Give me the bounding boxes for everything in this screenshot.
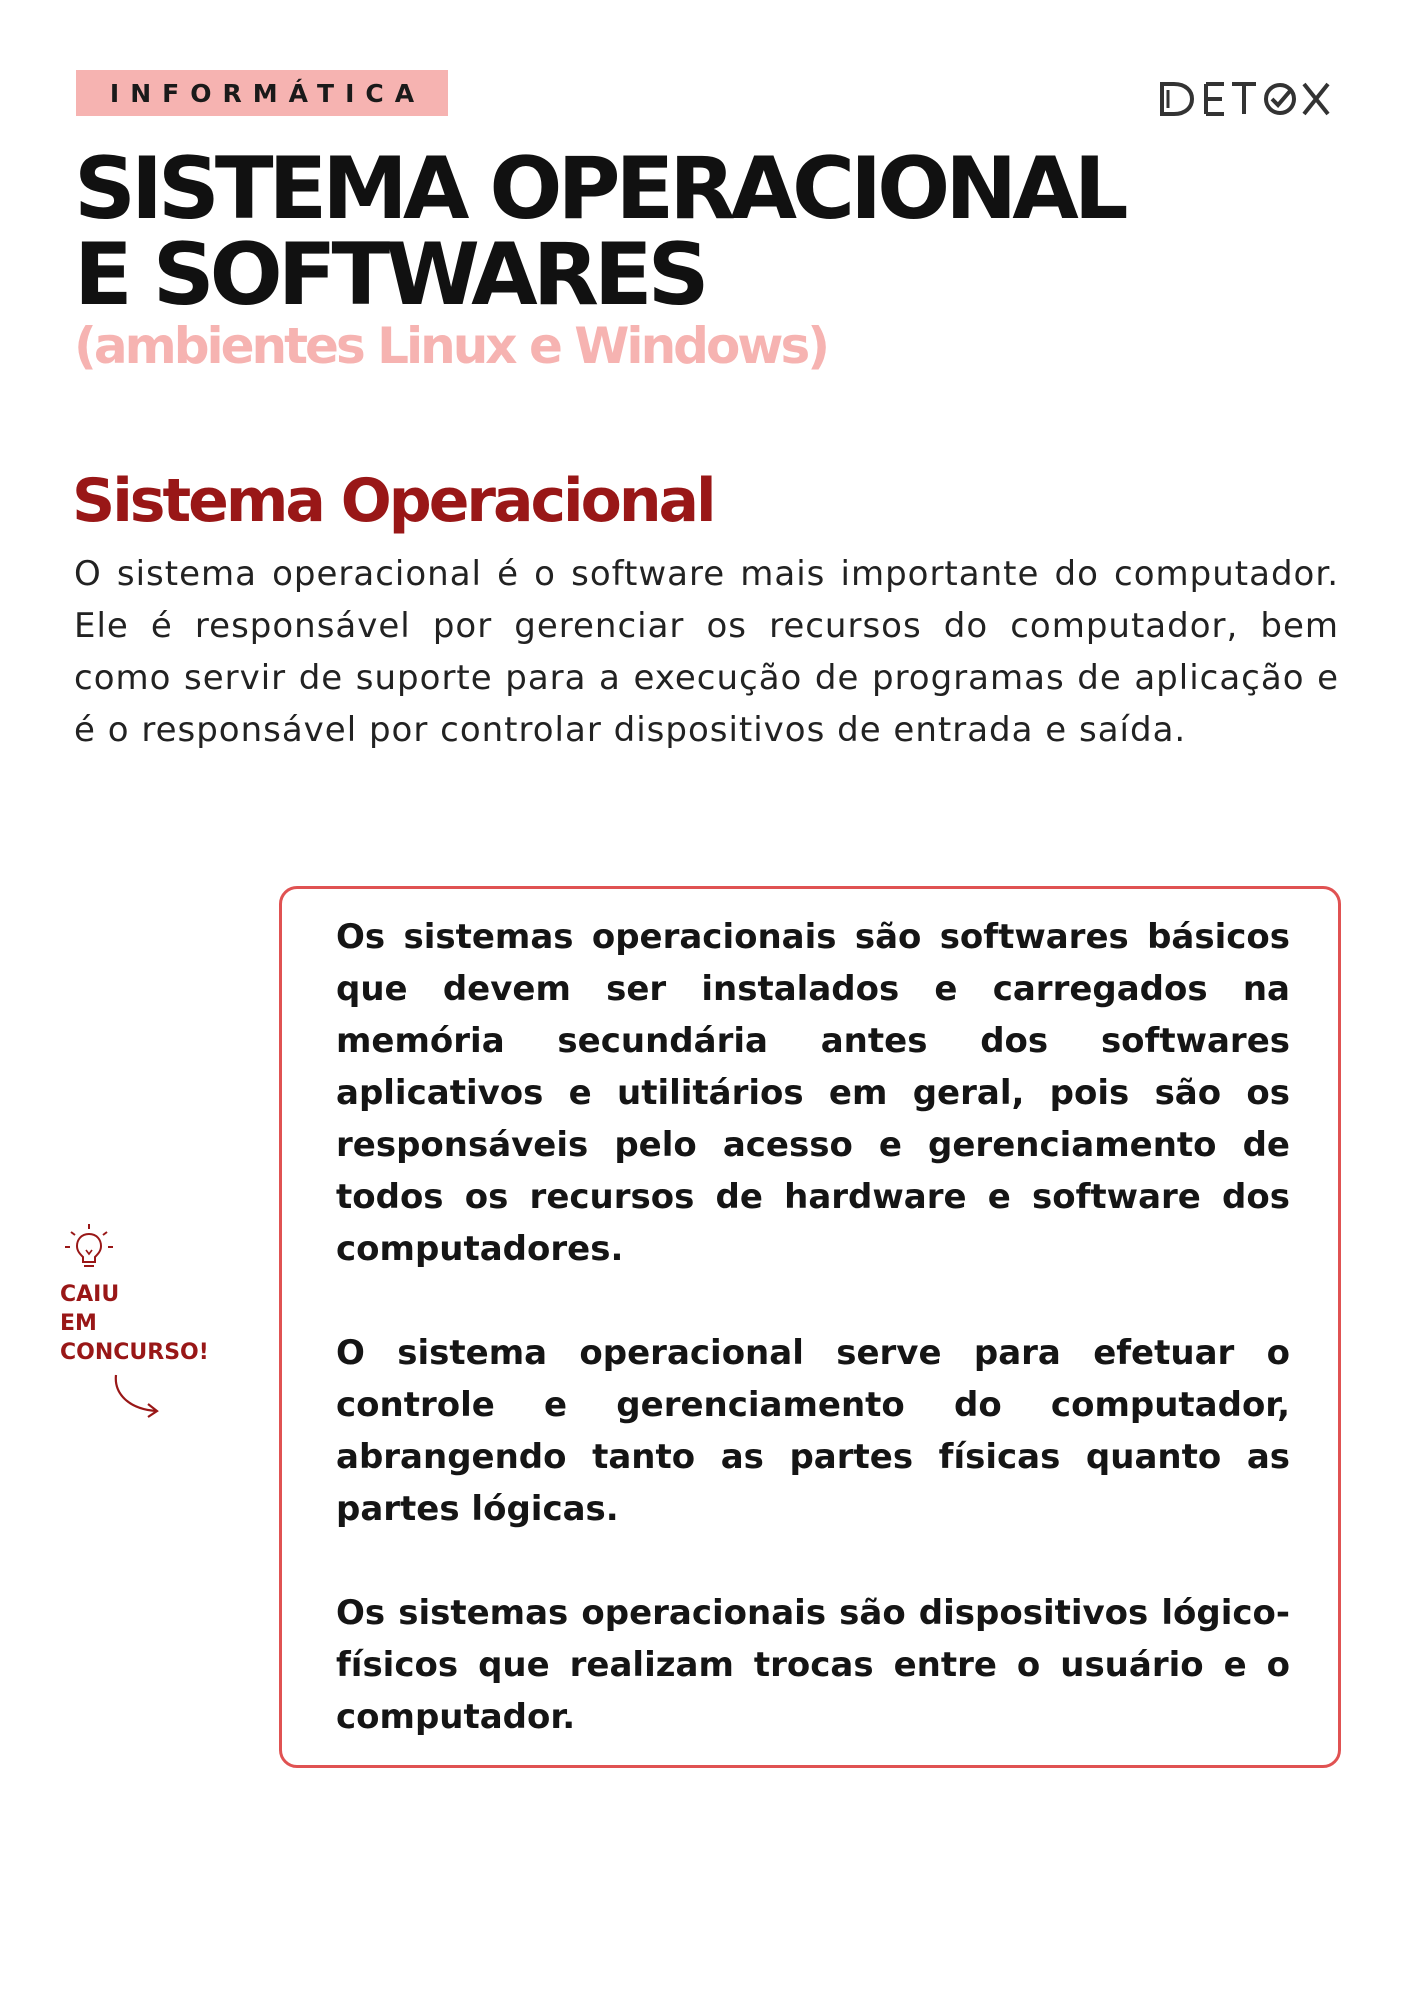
callout-paragraph: O sistema operacional serve para efetuar o controle e gerenciamento do computador, abrangendo tanto as partes físicas quanto as partes lógicas. (336, 1333, 1290, 1529)
callout-paragraph: Os sistemas operacionais são dispositivos lógico-físicos que realizam trocas entre o usuário e o computador. (336, 1593, 1290, 1737)
title-line-2: E SOFTWARES (74, 225, 705, 325)
curved-arrow-icon (110, 1371, 166, 1423)
callout-text (336, 911, 1290, 1743)
category-tag: INFORMÁTICA (76, 70, 448, 116)
logo-svg (1158, 76, 1334, 122)
page-subtitle: (ambientes Linux e Windows) (74, 317, 828, 375)
intro-paragraph: O sistema operacional é o software mais importante do computador. Ele é responsável por gerenciar os recursos do computador, bem como servir de suporte para a execução de programas de aplicação e é o responsável por controlar dispositivos de entrada e saída. (74, 554, 1339, 750)
lightbulb-icon (63, 1222, 115, 1274)
note-label-line: EM (60, 1311, 97, 1336)
caiu-em-concurso-note (60, 1222, 260, 1423)
title-line-1: SISTEMA OPERACIONAL (74, 139, 1124, 239)
page-title (74, 139, 1274, 325)
section-heading: Sistema Operacional (72, 466, 714, 536)
detox-logo (1158, 76, 1334, 122)
note-label (60, 1280, 260, 1367)
callout-box (279, 886, 1341, 1768)
note-label-line: CAIU (60, 1282, 120, 1307)
callout-paragraph: Os sistemas operacionais são softwares básicos que devem ser instalados e carregados na memória secundária antes dos softwares aplicativos e utilitários em geral, pois são os responsáveis pelo acesso e gerenciamento de todos os recursos de hardware e software dos computadores. (336, 917, 1290, 1269)
note-label-line: CONCURSO! (60, 1340, 209, 1365)
